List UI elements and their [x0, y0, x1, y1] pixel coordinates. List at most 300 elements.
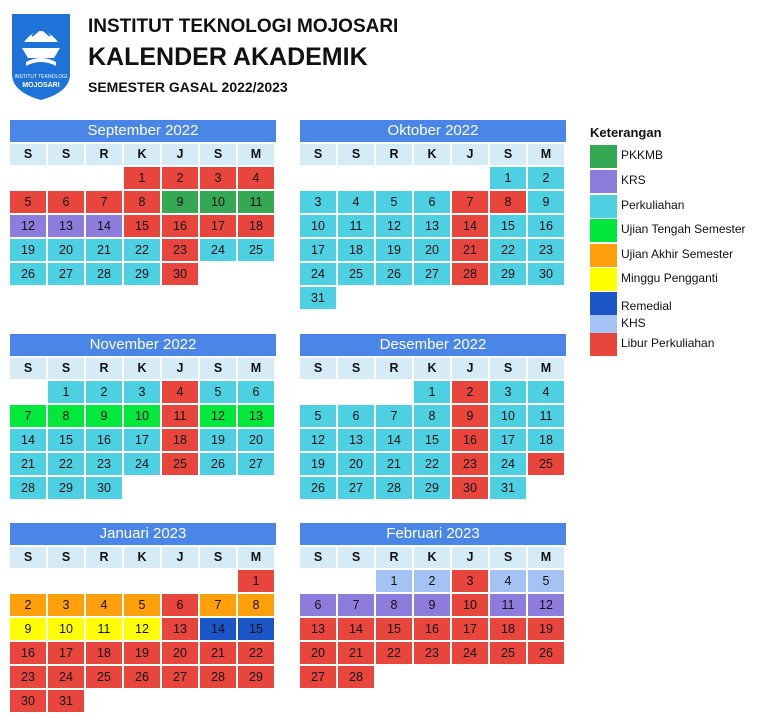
day-cell: 28: [10, 477, 46, 499]
month-title: Desember 2022: [300, 334, 566, 356]
day-cell: 3: [124, 381, 160, 403]
logo-text-line1: INSTITUT TEKNOLOGI: [14, 74, 68, 80]
legend-label: PKKMB: [621, 148, 664, 162]
day-cell: 26: [124, 666, 160, 688]
empty-cell: [162, 570, 198, 592]
day-cell: 6: [338, 405, 374, 427]
empty-cell: [300, 167, 336, 189]
day-cell: 6: [300, 594, 336, 616]
empty-cell: [48, 570, 84, 592]
day-cell: 25: [490, 642, 526, 664]
day-cell: 12: [528, 594, 564, 616]
week-row: [10, 239, 276, 261]
day-cell: 24: [490, 453, 526, 475]
legend-swatch: [590, 195, 617, 218]
empty-cell: [300, 570, 336, 592]
day-cell: 23: [162, 239, 198, 261]
weekday-header: S: [48, 358, 84, 379]
day-cell: 2: [528, 167, 564, 189]
month-title: September 2022: [10, 120, 276, 142]
empty-cell: [414, 287, 450, 309]
empty-cell: [86, 570, 122, 592]
page-title: KALENDER AKADEMIK: [88, 43, 368, 71]
day-cell: 21: [452, 239, 488, 261]
day-cell: 18: [86, 642, 122, 664]
legend-swatch: [590, 268, 617, 291]
day-cell: 2: [86, 381, 122, 403]
week-row: [300, 429, 566, 451]
day-cell: 2: [414, 570, 450, 592]
weekday-header: M: [238, 144, 274, 165]
day-cell: 22: [414, 453, 450, 475]
day-cell: 5: [124, 594, 160, 616]
legend-item-pkkmb: [590, 145, 663, 168]
empty-cell: [376, 167, 412, 189]
day-cell: 26: [528, 642, 564, 664]
day-cell: 11: [162, 405, 198, 427]
day-cell: 10: [48, 618, 84, 640]
day-cell: 13: [162, 618, 198, 640]
day-cell: 1: [48, 381, 84, 403]
day-cell: 1: [124, 167, 160, 189]
empty-cell: [10, 167, 46, 189]
day-cell: 28: [452, 263, 488, 285]
day-cell: 16: [86, 429, 122, 451]
week-row: [300, 287, 566, 309]
day-cell: 29: [124, 263, 160, 285]
day-cell: 17: [48, 642, 84, 664]
day-cell: 6: [48, 191, 84, 213]
week-row: [10, 215, 276, 237]
day-cell: 5: [528, 570, 564, 592]
day-cell: 27: [238, 453, 274, 475]
day-cell: 23: [452, 453, 488, 475]
day-cell: 27: [414, 263, 450, 285]
day-cell: 28: [338, 666, 374, 688]
day-cell: 22: [490, 239, 526, 261]
day-cell: 15: [376, 618, 412, 640]
legend-label: Ujian Akhir Semester: [621, 247, 734, 261]
weekday-header: M: [528, 144, 564, 165]
day-cell: 17: [452, 618, 488, 640]
legend-item-minggu-pengganti: [590, 268, 718, 291]
weekday-header-row: [10, 358, 276, 379]
weekday-header: R: [86, 547, 122, 568]
empty-cell: [376, 287, 412, 309]
empty-cell: [86, 167, 122, 189]
month-title: Januari 2023: [10, 523, 276, 545]
day-cell: 20: [238, 429, 274, 451]
day-cell: 4: [338, 191, 374, 213]
day-cell: 15: [414, 429, 450, 451]
calendar-september-2022: [10, 120, 276, 285]
empty-cell: [124, 570, 160, 592]
empty-cell: [238, 477, 274, 499]
weekday-header: J: [452, 547, 488, 568]
day-cell: 7: [10, 405, 46, 427]
legend-item-uas: [590, 244, 733, 267]
weekday-header: R: [376, 144, 412, 165]
day-cell: 24: [452, 642, 488, 664]
day-cell: 13: [238, 405, 274, 427]
day-cell: 25: [238, 239, 274, 261]
weekday-header: K: [124, 358, 160, 379]
day-cell: 14: [376, 429, 412, 451]
day-cell: 8: [414, 405, 450, 427]
empty-cell: [200, 477, 236, 499]
week-row: [300, 239, 566, 261]
day-cell: 15: [124, 215, 160, 237]
weekday-header-row: [300, 144, 566, 165]
day-cell: 30: [10, 690, 46, 712]
day-cell: 3: [200, 167, 236, 189]
empty-cell: [452, 167, 488, 189]
legend-swatch: [590, 244, 617, 267]
week-row: [10, 690, 276, 712]
empty-cell: [376, 666, 412, 688]
legend-label: Libur Perkuliahan: [621, 336, 715, 350]
calendar-februari-2023: [300, 523, 566, 688]
day-cell: 22: [376, 642, 412, 664]
day-cell: 10: [452, 594, 488, 616]
week-row: [300, 642, 566, 664]
empty-cell: [124, 690, 160, 712]
week-row: [10, 594, 276, 616]
empty-cell: [200, 570, 236, 592]
weekday-header: M: [528, 547, 564, 568]
month-title: Oktober 2022: [300, 120, 566, 142]
day-cell: 2: [162, 167, 198, 189]
day-cell: 28: [200, 666, 236, 688]
day-cell: 13: [338, 429, 374, 451]
day-cell: 9: [162, 191, 198, 213]
weekday-header: S: [200, 547, 236, 568]
weekday-header: K: [414, 358, 450, 379]
weekday-header: M: [238, 547, 274, 568]
day-cell: 30: [86, 477, 122, 499]
empty-cell: [490, 666, 526, 688]
day-cell: 3: [490, 381, 526, 403]
weekday-header: S: [200, 358, 236, 379]
day-cell: 13: [414, 215, 450, 237]
day-cell: 7: [86, 191, 122, 213]
day-cell: 12: [200, 405, 236, 427]
weekday-header: M: [528, 358, 564, 379]
day-cell: 17: [124, 429, 160, 451]
day-cell: 23: [414, 642, 450, 664]
weekday-header: S: [48, 144, 84, 165]
week-row: [300, 263, 566, 285]
day-cell: 27: [300, 666, 336, 688]
week-row: [300, 477, 566, 499]
empty-cell: [48, 167, 84, 189]
legend-item-khs: [590, 315, 646, 333]
legend-item-uts: [590, 219, 746, 242]
day-cell: 26: [10, 263, 46, 285]
empty-cell: [338, 167, 374, 189]
weekday-header-row: [10, 547, 276, 568]
week-row: [10, 453, 276, 475]
week-row: [300, 191, 566, 213]
legend-item-krs: [590, 170, 646, 193]
day-cell: 12: [376, 215, 412, 237]
empty-cell: [10, 381, 46, 403]
empty-cell: [10, 570, 46, 592]
day-cell: 4: [86, 594, 122, 616]
day-cell: 17: [300, 239, 336, 261]
day-cell: 30: [162, 263, 198, 285]
day-cell: 14: [452, 215, 488, 237]
day-cell: 21: [86, 239, 122, 261]
day-cell: 3: [300, 191, 336, 213]
legend-swatch: [590, 219, 617, 242]
day-cell: 19: [528, 618, 564, 640]
weekday-header: J: [452, 358, 488, 379]
day-cell: 11: [238, 191, 274, 213]
weekday-header: J: [452, 144, 488, 165]
week-row: [10, 570, 276, 592]
day-cell: 11: [528, 405, 564, 427]
day-cell: 10: [490, 405, 526, 427]
week-row: [10, 618, 276, 640]
legend-label: Minggu Pengganti: [621, 271, 718, 285]
day-cell: 7: [200, 594, 236, 616]
empty-cell: [124, 477, 160, 499]
semester-subtitle: SEMESTER GASAL 2022/2023: [88, 79, 288, 95]
day-cell: 18: [490, 618, 526, 640]
empty-cell: [200, 690, 236, 712]
day-cell: 21: [376, 453, 412, 475]
day-cell: 12: [10, 215, 46, 237]
day-cell: 11: [86, 618, 122, 640]
empty-cell: [376, 381, 412, 403]
day-cell: 10: [200, 191, 236, 213]
day-cell: 3: [48, 594, 84, 616]
day-cell: 9: [452, 405, 488, 427]
legend-swatch: [590, 145, 617, 168]
day-cell: 8: [124, 191, 160, 213]
day-cell: 9: [528, 191, 564, 213]
empty-cell: [338, 287, 374, 309]
empty-cell: [528, 477, 564, 499]
day-cell: 5: [200, 381, 236, 403]
day-cell: 24: [200, 239, 236, 261]
empty-cell: [200, 263, 236, 285]
day-cell: 12: [300, 429, 336, 451]
day-cell: 13: [48, 215, 84, 237]
day-cell: 20: [300, 642, 336, 664]
empty-cell: [162, 477, 198, 499]
week-row: [300, 453, 566, 475]
day-cell: 14: [338, 618, 374, 640]
week-row: [10, 381, 276, 403]
day-cell: 4: [528, 381, 564, 403]
day-cell: 6: [414, 191, 450, 213]
weekday-header-row: [300, 358, 566, 379]
weekday-header-row: [10, 144, 276, 165]
legend-item-remedial: [590, 292, 672, 315]
weekday-header: S: [48, 547, 84, 568]
day-cell: 18: [238, 215, 274, 237]
day-cell: 8: [376, 594, 412, 616]
day-cell: 27: [338, 477, 374, 499]
day-cell: 28: [376, 477, 412, 499]
day-cell: 11: [490, 594, 526, 616]
day-cell: 30: [452, 477, 488, 499]
day-cell: 23: [528, 239, 564, 261]
day-cell: 7: [376, 405, 412, 427]
day-cell: 17: [200, 215, 236, 237]
week-row: [10, 429, 276, 451]
empty-cell: [338, 570, 374, 592]
day-cell: 16: [452, 429, 488, 451]
day-cell: 22: [124, 239, 160, 261]
week-row: [10, 477, 276, 499]
day-cell: 10: [124, 405, 160, 427]
day-cell: 4: [490, 570, 526, 592]
weekday-header: K: [124, 144, 160, 165]
day-cell: 23: [86, 453, 122, 475]
day-cell: 26: [200, 453, 236, 475]
week-row: [300, 666, 566, 688]
day-cell: 1: [414, 381, 450, 403]
weekday-header: S: [200, 144, 236, 165]
day-cell: 19: [376, 239, 412, 261]
day-cell: 29: [490, 263, 526, 285]
day-cell: 28: [86, 263, 122, 285]
day-cell: 25: [162, 453, 198, 475]
day-cell: 14: [86, 215, 122, 237]
legend-label: Ujian Tengah Semester: [621, 222, 746, 236]
day-cell: 12: [124, 618, 160, 640]
day-cell: 16: [10, 642, 46, 664]
weekday-header: J: [162, 358, 198, 379]
empty-cell: [238, 690, 274, 712]
day-cell: 9: [86, 405, 122, 427]
day-cell: 21: [10, 453, 46, 475]
day-cell: 1: [376, 570, 412, 592]
weekday-header: S: [338, 547, 374, 568]
legend-label: Perkuliahan: [621, 198, 685, 212]
weekday-header: S: [338, 144, 374, 165]
calendar-oktober-2022: [300, 120, 566, 309]
weekday-header: K: [414, 547, 450, 568]
day-cell: 10: [300, 215, 336, 237]
week-row: [10, 191, 276, 213]
weekday-header: R: [86, 358, 122, 379]
day-cell: 18: [162, 429, 198, 451]
day-cell: 19: [124, 642, 160, 664]
day-cell: 2: [10, 594, 46, 616]
weekday-header: S: [490, 144, 526, 165]
week-row: [300, 618, 566, 640]
day-cell: 1: [238, 570, 274, 592]
empty-cell: [238, 263, 274, 285]
day-cell: 14: [10, 429, 46, 451]
day-cell: 21: [338, 642, 374, 664]
calendar-desember-2022: [300, 334, 566, 499]
day-cell: 24: [124, 453, 160, 475]
day-cell: 4: [238, 167, 274, 189]
day-cell: 31: [300, 287, 336, 309]
empty-cell: [414, 167, 450, 189]
day-cell: 29: [414, 477, 450, 499]
weekday-header: M: [238, 358, 274, 379]
empty-cell: [86, 690, 122, 712]
week-row: [10, 666, 276, 688]
day-cell: 23: [10, 666, 46, 688]
day-cell: 8: [238, 594, 274, 616]
weekday-header: R: [376, 358, 412, 379]
day-cell: 13: [300, 618, 336, 640]
day-cell: 3: [452, 570, 488, 592]
weekday-header-row: [300, 547, 566, 568]
day-cell: 30: [528, 263, 564, 285]
day-cell: 29: [238, 666, 274, 688]
logo-text-line2: MOJOSARI: [22, 82, 60, 89]
weekday-header: S: [490, 358, 526, 379]
empty-cell: [300, 381, 336, 403]
day-cell: 26: [300, 477, 336, 499]
empty-cell: [414, 666, 450, 688]
weekday-header: S: [338, 358, 374, 379]
day-cell: 20: [162, 642, 198, 664]
legend-swatch: [590, 170, 617, 193]
day-cell: 29: [48, 477, 84, 499]
day-cell: 6: [238, 381, 274, 403]
week-row: [10, 167, 276, 189]
day-cell: 1: [490, 167, 526, 189]
week-row: [10, 642, 276, 664]
empty-cell: [162, 690, 198, 712]
day-cell: 16: [528, 215, 564, 237]
day-cell: 7: [452, 191, 488, 213]
day-cell: 24: [48, 666, 84, 688]
day-cell: 25: [86, 666, 122, 688]
day-cell: 14: [200, 618, 236, 640]
weekday-header: S: [490, 547, 526, 568]
day-cell: 6: [162, 594, 198, 616]
day-cell: 22: [48, 453, 84, 475]
day-cell: 17: [490, 429, 526, 451]
legend: [590, 125, 768, 350]
day-cell: 9: [414, 594, 450, 616]
day-cell: 27: [162, 666, 198, 688]
day-cell: 9: [10, 618, 46, 640]
day-cell: 19: [300, 453, 336, 475]
weekday-header: R: [376, 547, 412, 568]
day-cell: 20: [338, 453, 374, 475]
week-row: [300, 570, 566, 592]
institution-name: INSTITUT TEKNOLOGI MOJOSARI: [88, 16, 399, 37]
empty-cell: [452, 666, 488, 688]
day-cell: 20: [414, 239, 450, 261]
day-cell: 2: [452, 381, 488, 403]
week-row: [300, 215, 566, 237]
institution-logo: [10, 12, 72, 102]
weekday-header: J: [162, 547, 198, 568]
legend-swatch: [590, 333, 617, 356]
legend-label: KHS: [621, 316, 646, 330]
day-cell: 25: [528, 453, 564, 475]
empty-cell: [528, 666, 564, 688]
legend-item-libur: [590, 333, 714, 356]
weekday-header: S: [300, 547, 336, 568]
day-cell: 8: [490, 191, 526, 213]
day-cell: 16: [414, 618, 450, 640]
day-cell: 15: [490, 215, 526, 237]
day-cell: 24: [300, 263, 336, 285]
